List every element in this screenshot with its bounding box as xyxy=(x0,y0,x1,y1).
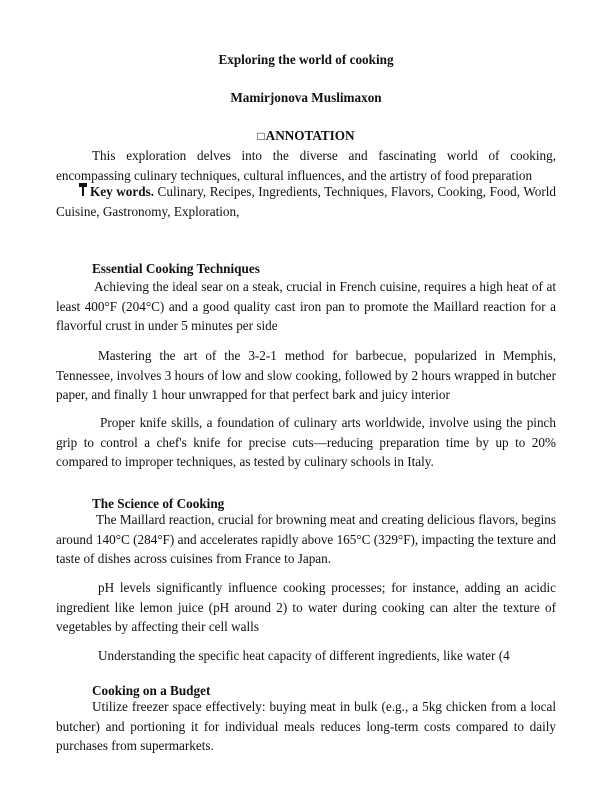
paragraph: Mastering the art of the 3-2-1 method for barbecue, popularized in Memphis, Tennessee, involves 3 hours of low and slow cooking, followed by 2 hours wrapped in butcher paper, and finally 1 hour unwrapped for that perfect bark and juicy interior xyxy=(56,348,556,402)
science-para-1-block xyxy=(56,510,556,569)
keywords-paragraph xyxy=(56,182,556,221)
section-heading-science: The Science of Cooking xyxy=(92,496,225,511)
section-heading-budget: Cooking on a Budget xyxy=(92,683,211,698)
checkbox-glyph-icon: □ xyxy=(257,129,265,143)
paragraph: Utilize freezer space effectively: buying meat in bulk (e.g., a 5kg chicken from a local butcher) and portioning it for individual meals reduces long-term costs compared to daily purchases from supermarkets. xyxy=(56,699,556,753)
paragraph: Understanding the specific heat capacity of different ingredients, like water (4 xyxy=(98,648,510,663)
techniques-para-1-block xyxy=(56,277,556,336)
keywords-block xyxy=(56,182,556,221)
techniques-para-3-block xyxy=(56,413,556,472)
keywords-text: Culinary, Recipes, Ingredients, Techniques, Flavors, Cooking, Food, World Cuisine, Gastronomy, Exploration, xyxy=(56,184,556,219)
paragraph: Achieving the ideal sear on a steak, crucial in French cuisine, requires a high heat of at least 400°F (204°C) and a good quality cast iron pan to promote the Maillard reaction for a flavorful crust in under 5 minutes per side xyxy=(56,279,556,333)
annotation-text: This exploration delves into the diverse and fascinating world of cooking, encompassing culinary techniques, cultural influences, and the artistry of food preparation xyxy=(56,148,556,183)
document-title: Exploring the world of cooking xyxy=(218,52,394,67)
paragraph: The Maillard reaction, crucial for browning meat and creating delicious flavors, begins around 140°C (284°F) and accelerates rapidly above 165°C (329°F), impacting the texture and taste of dishes across cuisines from France to Japan. xyxy=(56,512,556,566)
budget-para-1-block xyxy=(56,697,556,756)
science-para-2-block xyxy=(56,578,556,637)
paragraph: Proper knife skills, a foundation of culinary arts worldwide, involve using the pinch grip to control a chef's knife for precise cuts—reducing preparation time by up to 20% compared to improper techniques, as tested by culinary schools in Italy. xyxy=(56,415,556,469)
pin-icon xyxy=(78,183,88,197)
annotation-heading-line xyxy=(56,126,556,147)
techniques-para-2-block xyxy=(56,346,556,405)
paragraph: pH levels significantly influence cooking processes; for instance, adding an acidic ingredient like lemon juice (pH around 2) to water during cooking can alter the texture of vegetables by affecting their cell walls xyxy=(56,580,556,634)
author-name: Mamirjonova Muslimaxon xyxy=(230,90,382,105)
section-heading-techniques: Essential Cooking Techniques xyxy=(92,261,260,276)
science-para-3-block xyxy=(56,646,556,666)
annotation-heading: ANNOTATION xyxy=(265,128,355,143)
annotation-block xyxy=(56,146,556,185)
keywords-label: Key words. xyxy=(90,184,154,199)
